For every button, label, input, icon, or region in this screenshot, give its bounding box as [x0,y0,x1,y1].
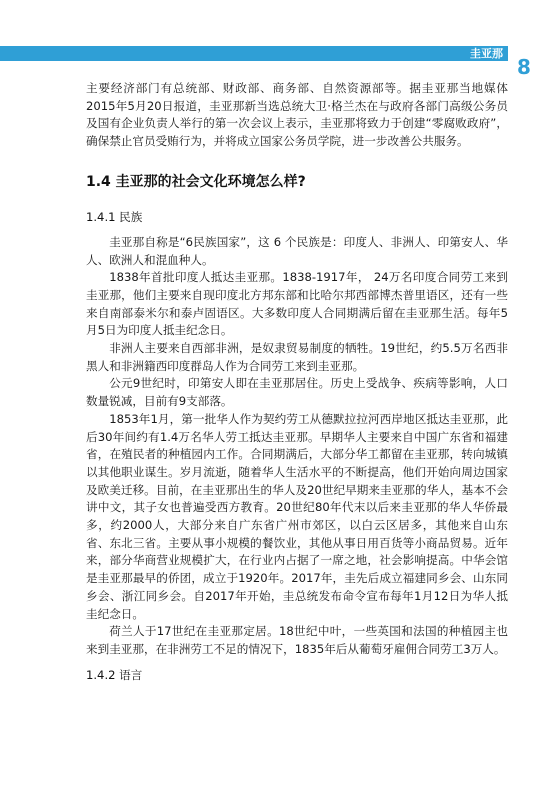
section-title: 1.4 圭亚那的社会文化环境怎么样? [86,173,306,190]
page-content [86,80,508,692]
body-paragraph: 1853年1月，第一批华人作为契约劳工从德默拉拉河西岸地区抵达圭亚那，此后30年间约有1.4万名华人劳工抵达圭亚那。早期华人主要来自中国广东省和福建省，在殖民者的种植园内工作。合同期满后，大部分华工都留在圭亚那，转向城镇以其他职业谋生。岁月流逝，随着华人生活水平的不断提高，他们开始向周边国家及欧美迁移。目前，在圭亚那出生的华人及20世纪早期来圭亚那的华人，基本不会讲中文，其子女也普遍受西方教育。20世纪80年代末以后来圭亚那的华人华侨最多，约2000人，大部分来自广东省广州市郊区，以白云区居多，其他来自山东省、东北三省。主要从事小规模的餐饮业，其他从事日用百货等小商品贸易。近年来，部分华商营业规模扩大，在行业内占据了一席之地，社会影响提高。中华会馆是圭亚那最早的侨团，成立于1920年。2017年，圭先后成立福建同乡会、山东同乡会、浙江同乡会。自2017年开始，圭总统发布命令宣布每年1月12日为华人抵圭纪念日。 [86,411,508,621]
body-paragraph: 非洲人主要来自西部非洲，是奴隶贸易制度的牺牲。19世纪，约5.5万名西非黑人和非洲籍西印度群岛人作为合同劳工来到圭亚那。 [86,341,508,373]
chapter-header-bar [0,46,508,61]
body-paragraph: 圭亚那自称是“6民族国家”，这 6 个民族是：印度人、非洲人、印第安人、华人、欧洲人和混血种人。 [86,234,508,267]
chapter-title: 圭亚那 [470,47,503,60]
body-paragraph: 1838年首批印度人抵达圭亚那。1838-1917年， 24万名印度合同劳工来到圭亚那，他们主要来自现印度北方邦东部和比哈尔邦西部博杰普里语区，还有一些来自南部泰米尔和泰卢固语区。大多数印度人合同期满后留在圭亚那生活。每年5月5日为印度人抵圭纪念日。 [86,270,508,338]
page-number: 8 [517,55,531,79]
body-paragraph: 公元9世纪时，印第安人即在圭亚那居住。历史上受战争、疾病等影响，人口数量锐减，目前有9支部落。 [86,376,508,409]
subsection-title-ethnicity: 1.4.1 民族 [86,209,143,224]
subsection-title-language: 1.4.2 语言 [86,667,143,682]
intro-paragraph: 主要经济部门有总统部、财政部、商务部、自然资源部等。据圭亚那当地媒体2015年5月20日报道，圭亚那新当选总统大卫·格兰杰在与政府各部门高级公务员及国有企业负责人举行的第一次会议上表示，圭亚那将致力于创建“零腐败政府”，确保禁止官员受贿行为，并将成立国家公务员学院，进一步改善公共服务。 [86,81,508,149]
body-paragraph: 荷兰人于17世纪在圭亚那定居。18世纪中叶，一些英国和法国的种植园主也来到圭亚那，在非洲劳工不足的情况下，1835年后从葡萄牙雇佣合同劳工3万人。 [86,624,508,656]
